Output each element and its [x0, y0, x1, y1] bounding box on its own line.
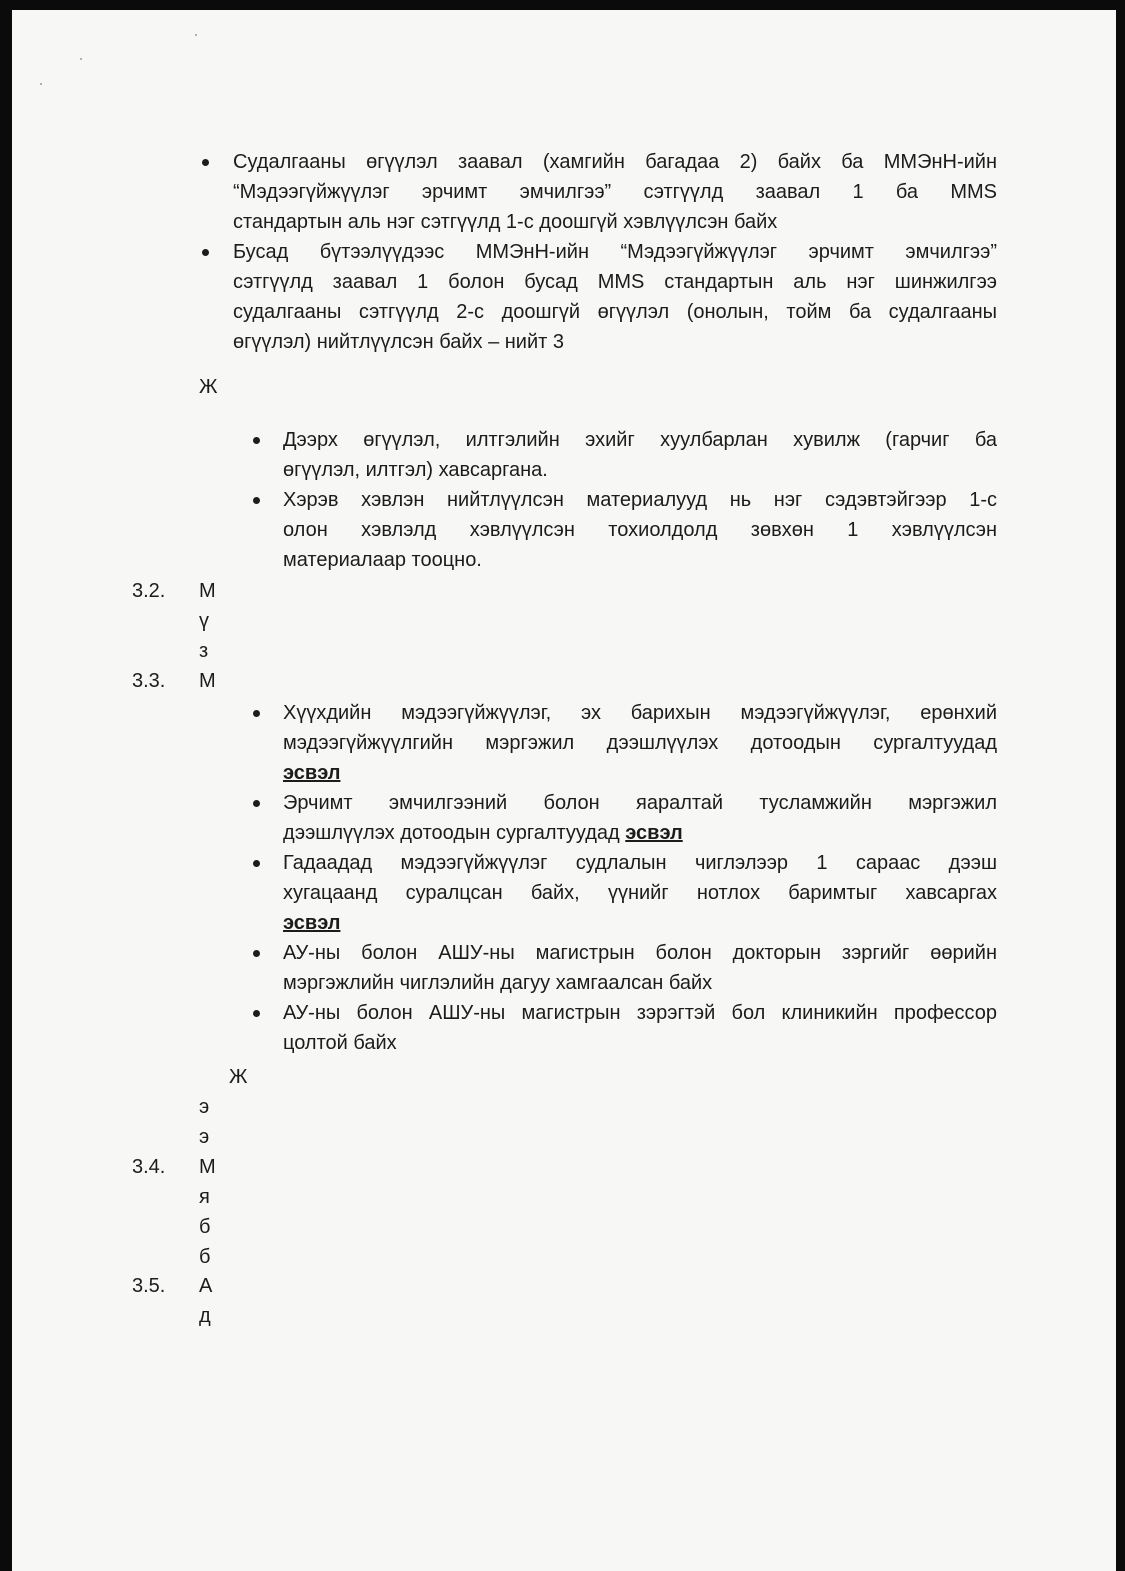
bullet-dot [253, 800, 260, 807]
text-span: М [199, 670, 216, 692]
text-line [199, 1092, 997, 1122]
text-span: олон хэвлэлд хэвлүүлсэн тохиолдолд зөвхөн 1 хэвлүүлсэн [283, 519, 997, 541]
text-span: 1 болон бусад MMS стандартын аль нэг шинжилгээ [397, 271, 997, 293]
text-span: сэтгүүлд [233, 271, 333, 293]
text-line [199, 1152, 997, 1182]
text-span: э [199, 1096, 210, 1118]
text-span: “Мэдээгүйжүүлэг эрчимт эмчилгээ” сэтгүүлд [233, 181, 756, 203]
text-span: Эрчимт эмчилгээний болон яаралтай тусламжийн мэргэжил [283, 792, 997, 814]
text-line-content [199, 640, 208, 662]
text-line [199, 606, 997, 636]
text-line-content [199, 1126, 209, 1148]
text-line-content [283, 788, 997, 818]
emphasis-text: заавал 1 [755, 181, 864, 203]
text-line [233, 237, 997, 267]
text-line-content [233, 177, 997, 207]
text-span: дээшлүүлэх дотоодын сургалтуудад [283, 822, 626, 844]
text-line [283, 908, 340, 938]
text-span: А [199, 1275, 213, 1297]
text-line-content [199, 1305, 211, 1327]
text-span: Дээрх өгүүлэл, илтгэлийн эхийг хуулбарлан хувилж (гарчиг ба [283, 429, 997, 451]
text-line-content [233, 237, 997, 267]
text-line-content [283, 698, 997, 728]
text-line [199, 1212, 997, 1242]
text-line-content [233, 297, 997, 327]
text-line-content [199, 1271, 997, 1301]
text-line-content [283, 822, 683, 844]
emphasis-text: эсвэл [283, 762, 341, 784]
text-span: Хэрэв хэвлэн нийтлүүлсэн материалууд нь нэг сэдэвтэйгээр 1-с [283, 489, 997, 511]
text-line [283, 545, 482, 575]
text-line [283, 848, 997, 878]
text-line [283, 728, 997, 758]
text-line [199, 1242, 210, 1272]
section-number: 3.5. [132, 1275, 166, 1297]
text-line-content [283, 762, 340, 784]
bullet-dot [202, 249, 209, 256]
text-line [199, 636, 208, 666]
text-line-content [199, 1246, 210, 1268]
text-span: М [199, 1156, 216, 1178]
text-span: хугацаанд суралцсан байх, үүнийг нотлох баримтыг хавсаргах [283, 882, 997, 904]
emphasis-text: эсвэл [625, 822, 683, 844]
text-line [199, 666, 216, 696]
text-line-content [233, 211, 777, 233]
emphasis-text: эсвэл [283, 912, 341, 934]
text-span: АУ-ны болон АШУ-ны магистрын зэрэгтэй бол клиникийн профессор [283, 1002, 997, 1024]
text-span: э [199, 1126, 210, 1148]
text-span: Хүүхдийн мэдээгүйжүүлэг, эх барихын мэдээгүйжүүлэг, ерөнхий [283, 702, 997, 724]
text-line-content [283, 485, 997, 515]
text-line-content [229, 1062, 997, 1092]
text-span: з [199, 640, 209, 662]
text-line [283, 455, 548, 485]
bullet-dot [253, 860, 260, 867]
text-span: Судалгааны өгүүлэл [233, 151, 458, 173]
text-line-content [283, 972, 712, 994]
text-line [233, 327, 564, 357]
text-span: судалгааны сэтгүүлд 2-с доошгүй өгүүлэл (онолын, тойм ба судалгааны [233, 301, 997, 323]
section-number: 3.3. [132, 670, 166, 692]
text-line [199, 372, 217, 402]
text-line [199, 1122, 209, 1152]
text-span: материалаар тооцно. [283, 549, 482, 571]
text-line [233, 207, 777, 237]
text-span: ү [199, 610, 209, 632]
text-line [233, 297, 997, 327]
scan-speck [195, 34, 197, 36]
text-line [283, 485, 997, 515]
text-span: я [199, 1186, 210, 1208]
text-span: стандартын аль нэг сэтгүүлд 1-с доошгүй хэвлүүлсэн байх [233, 211, 778, 233]
text-span: Ж [199, 376, 218, 398]
text-span: мэдээгүйжүүлгийн мэргэжил дээшлүүлэх дотоодын сургалтуудад [283, 732, 997, 754]
text-line [199, 576, 997, 606]
text-span: ба MMS [863, 181, 997, 203]
bullet-dot [253, 710, 260, 717]
text-line [283, 968, 712, 998]
text-line-content [283, 998, 997, 1028]
section-number: 3.4. [132, 1156, 166, 1178]
text-line-content [283, 515, 997, 545]
text-line-content [199, 606, 997, 636]
text-line [283, 698, 997, 728]
text-line [283, 938, 997, 968]
text-line [199, 1182, 997, 1212]
text-line [229, 1062, 997, 1092]
scan-speck [80, 58, 82, 60]
text-line-content [283, 459, 548, 481]
text-line [283, 998, 997, 1028]
text-span: (хамгийн багадаа 2) байх ба ММЭнН-ийн [522, 151, 997, 173]
text-line [283, 788, 997, 818]
text-span: өгүүлэл) нийтлүүлсэн байх – нийт 3 [233, 331, 564, 353]
text-line-content [233, 331, 564, 353]
text-line [233, 177, 997, 207]
text-line [283, 818, 683, 848]
text-span: цолтой байх [283, 1032, 397, 1054]
text-line-content [199, 1152, 997, 1182]
text-line-content [199, 1092, 997, 1122]
text-line [283, 878, 997, 908]
text-line [233, 267, 997, 297]
text-line [199, 1271, 997, 1301]
text-line-content [199, 376, 217, 398]
text-line-content [199, 576, 997, 606]
text-span: б [199, 1216, 211, 1238]
text-span: д [199, 1305, 211, 1327]
text-line-content [283, 549, 482, 571]
text-line [233, 147, 997, 177]
emphasis-text: заавал [332, 271, 398, 293]
bullet-dot [253, 1010, 260, 1017]
text-line-content [283, 425, 997, 455]
text-line-content [233, 147, 997, 177]
scan-speck [40, 83, 42, 85]
text-span: Бусад бүтээлүүдээс ММЭнН-ийн “Мэдээгүйжүүлэг эрчимт эмчилгээ” [233, 241, 997, 263]
text-line-content [283, 912, 340, 934]
text-line [283, 758, 340, 788]
text-line-content [199, 670, 216, 692]
emphasis-text: заавал [457, 151, 523, 173]
text-line [283, 515, 997, 545]
text-line-content [199, 1182, 997, 1212]
text-line-content [283, 1032, 397, 1054]
text-line-content [283, 938, 997, 968]
bullet-dot [253, 950, 260, 957]
text-span: Гадаадад мэдээгүйжүүлэг судлалын чиглэлээр 1 сараас дээш [283, 852, 997, 874]
text-line [199, 1301, 211, 1331]
text-line-content [199, 1212, 997, 1242]
text-span: Ж [229, 1066, 248, 1088]
text-line [283, 425, 997, 455]
text-span: өгүүлэл, илтгэл) хавсаргана. [283, 459, 548, 481]
bullet-dot [253, 497, 260, 504]
text-span: М [199, 580, 216, 602]
bullet-dot [253, 437, 260, 444]
bullet-dot [202, 159, 209, 166]
text-line-content [283, 878, 997, 908]
text-span: мэргэжлийн чиглэлийн дагуу хамгаалсан байх [283, 972, 713, 994]
section-number: 3.2. [132, 580, 166, 602]
document-page [12, 10, 1116, 1571]
text-line-content [283, 848, 997, 878]
text-line [283, 1028, 397, 1058]
text-span: АУ-ны болон АШУ-ны магистрын болон докторын зэргийг өөрийн [283, 942, 997, 964]
text-line-content [283, 728, 997, 758]
text-span: б [199, 1246, 211, 1268]
text-line-content [233, 267, 997, 297]
